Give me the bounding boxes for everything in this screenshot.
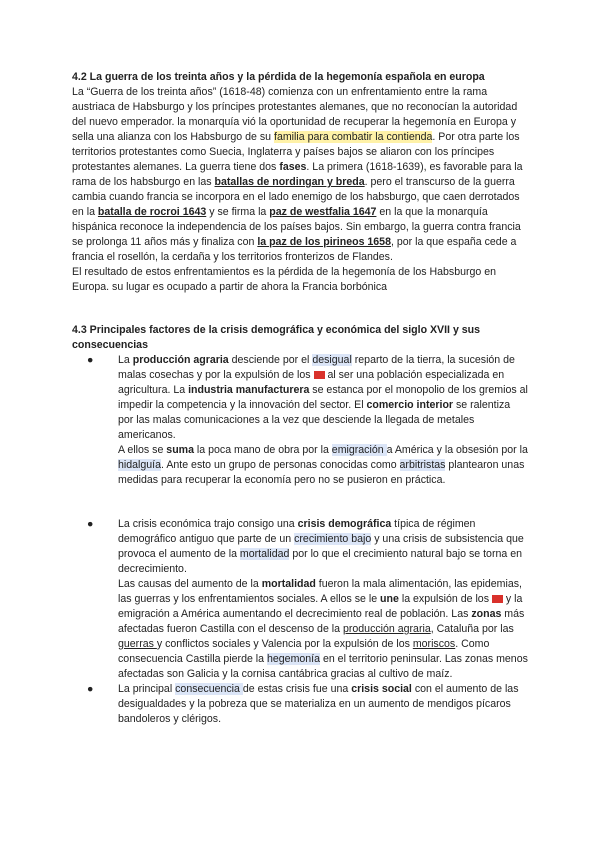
highlight-hegemonia: hegemonía bbox=[267, 653, 321, 665]
bullet-list bbox=[72, 353, 528, 727]
text: más afectadas fueron Castilla con el descenso de la bbox=[118, 608, 525, 635]
pirineos-term: la paz de los pirineos 1658 bbox=[257, 236, 391, 248]
text: . Ante esto un grupo de personas conocidas como bbox=[161, 459, 400, 471]
underline-produccion: producción agraria bbox=[342, 623, 431, 635]
text: , Cataluña por las bbox=[430, 623, 514, 635]
text: al ser una población especializada en agricultura. La bbox=[118, 369, 505, 396]
highlight-emigracion: emigración bbox=[331, 444, 387, 456]
bold-industria: industria manufacturera bbox=[188, 384, 310, 396]
text: . Como consecuencia Castilla pierde la bbox=[118, 638, 490, 665]
list-item-text bbox=[118, 353, 528, 443]
text: . Por otra parte los territorios protestantes como Suecia, Inglaterra y países bajos se aliaron con los príncipes protestantes alemanes. La guerra tiene dos bbox=[72, 131, 520, 173]
list-item bbox=[72, 682, 528, 727]
rocroi-term: batalla de rocroi 1643 bbox=[97, 206, 207, 218]
bullet-icon: ● bbox=[87, 683, 94, 695]
spacer bbox=[118, 488, 528, 503]
text: , por la que españa cede a francia el rosellón, la cerdaña y los territorios fronterizos de Flandes. bbox=[72, 236, 517, 263]
text: fueron la mala alimentación, las epidemias, las guerras y los enfrentamientos sociales. A ellos se le bbox=[118, 578, 522, 605]
highlight-consecuencia: consecuencia bbox=[175, 683, 243, 695]
text: Las causas del aumento de la bbox=[118, 578, 262, 590]
text: plantearon unas medidas para recuperar la economía pero no se pusieron en práctica. bbox=[118, 459, 525, 486]
text: y una crisis de subsistencia que provoca el aumento de la bbox=[118, 533, 524, 560]
list-item-text bbox=[118, 577, 528, 682]
text: La “Guerra de los treinta años” (1618-48) comienza con un enfrentamiento entre la rama austriaca de Habsburgo y los príncipes protestantes alemanes, que no reconocían la autoridad del nuevo emperador. la monarquía vió la oportunidad de recuperar la hegemonía en Europa y sella una alianza con los Habsburgo de su bbox=[72, 86, 518, 143]
list-item-text bbox=[118, 682, 528, 727]
bold-produccion: producción agraria bbox=[132, 354, 229, 366]
text: La bbox=[118, 354, 133, 366]
text: . pero el transcurso de la guerra cambia cuando francia se incorpora en el lado enemigo de los habsburgo, que caen derrotados en la bbox=[72, 176, 520, 218]
text: y se firma la bbox=[206, 206, 270, 218]
highlight-mortalidad: mortalidad bbox=[239, 548, 290, 560]
text: típica de régimen demográfico antiguo que parte de un bbox=[118, 518, 476, 545]
text: y la emigración a América aumentando el decrecimiento real de población. Las bbox=[118, 593, 523, 620]
text: la poca mano de obra por la bbox=[193, 444, 332, 456]
highlight-arbitristas: arbitristas bbox=[399, 459, 446, 471]
text: la expulsión de los bbox=[398, 593, 492, 605]
text: La principal bbox=[118, 683, 176, 695]
text: con el aumento de las desigualdades y la pobreza que se materializa en un aumento de mendigos pícaros bandoleros y clérigos. bbox=[118, 683, 519, 725]
text: A ellos se bbox=[118, 444, 167, 456]
text: desciende por el bbox=[228, 354, 313, 366]
bold-crisis-demografica: crisis demográfica bbox=[297, 518, 392, 530]
batallas-term: batallas de nordingan y breda bbox=[214, 176, 365, 188]
bold-suma: suma bbox=[166, 444, 194, 456]
bullet-icon: ● bbox=[87, 354, 94, 366]
document-page bbox=[72, 70, 528, 727]
bold-une: une bbox=[380, 593, 399, 605]
westfalia-term: paz de westfalia 1647 bbox=[269, 206, 377, 218]
redacted-mark bbox=[492, 595, 503, 603]
text: se ralentiza por las malas comunicaciones a la vez que desciende la llegada de metales americanos. bbox=[118, 399, 511, 441]
text: a América y la obsesión por la bbox=[386, 444, 528, 456]
text: . La primera (1618-1639), es favorable para la rama de los habsburgo en las bbox=[72, 161, 523, 188]
section-4-2-heading: 4.2 La guerra de los treinta años y la pérdida de la hegemonía española en europa bbox=[72, 71, 485, 83]
bold-zonas: zonas bbox=[471, 608, 502, 620]
section-4-2-paragraph-2: El resultado de estos enfrentamientos es la pérdida de la hegemonía de los Habsburgo en Europa. su lugar es ocupado a partir de ahora la Francia borbónica bbox=[72, 266, 497, 293]
text: y conflictos sociales y Valencia por la expulsión de los bbox=[156, 638, 413, 650]
text: por lo que el crecimiento natural bajo se torna en decrecimiento. bbox=[118, 548, 522, 575]
text: se estanca por el monopolio de los gremios al impedir la competencia y la innovación del sector. El bbox=[118, 384, 528, 411]
highlight-crecimiento: crecimiento bajo bbox=[294, 533, 372, 545]
redacted-mark bbox=[314, 371, 325, 379]
highlight-hidalguia: hidalguía bbox=[118, 459, 162, 471]
section-4-2-paragraph-1 bbox=[72, 85, 528, 265]
bullet-icon: ● bbox=[87, 518, 94, 530]
highlight-familia: familia para combatir la contienda bbox=[274, 131, 433, 143]
bold-comercio: comercio interior bbox=[366, 399, 454, 411]
text: en la que la monarquía hispánica reconoce la independencia de los países bajos. Sin embargo, la guerra contra francia se prolonga 11 años más y finaliza con bbox=[72, 206, 521, 248]
underline-moriscos: moriscos bbox=[412, 638, 456, 650]
text: La crisis económica trajo consigo una bbox=[118, 518, 298, 530]
bold-mortalidad: mortalidad bbox=[261, 578, 316, 590]
section-4-3-heading: 4.3 Principales factores de la crisis demográfica y económica del siglo XVII y sus consecuencias bbox=[72, 324, 481, 351]
text: en el territorio peninsular. Las zonas menos afectadas son Galicia y la cornisa cantábrica gracias al cultivo de maíz. bbox=[118, 653, 528, 680]
list-item-text bbox=[118, 517, 528, 577]
highlight-desigual: desigual bbox=[312, 354, 352, 366]
underline-guerras: guerras bbox=[118, 638, 157, 650]
list-item-text bbox=[118, 443, 528, 488]
text: reparto de la tierra, la sucesión de malas cosechas y por la expulsión de los bbox=[118, 354, 515, 381]
bold-crisis-social: crisis social bbox=[351, 683, 412, 695]
list-item bbox=[72, 353, 528, 503]
text: de estas crisis fue una bbox=[242, 683, 352, 695]
bold-fases: fases bbox=[279, 161, 307, 173]
list-item bbox=[72, 517, 528, 682]
